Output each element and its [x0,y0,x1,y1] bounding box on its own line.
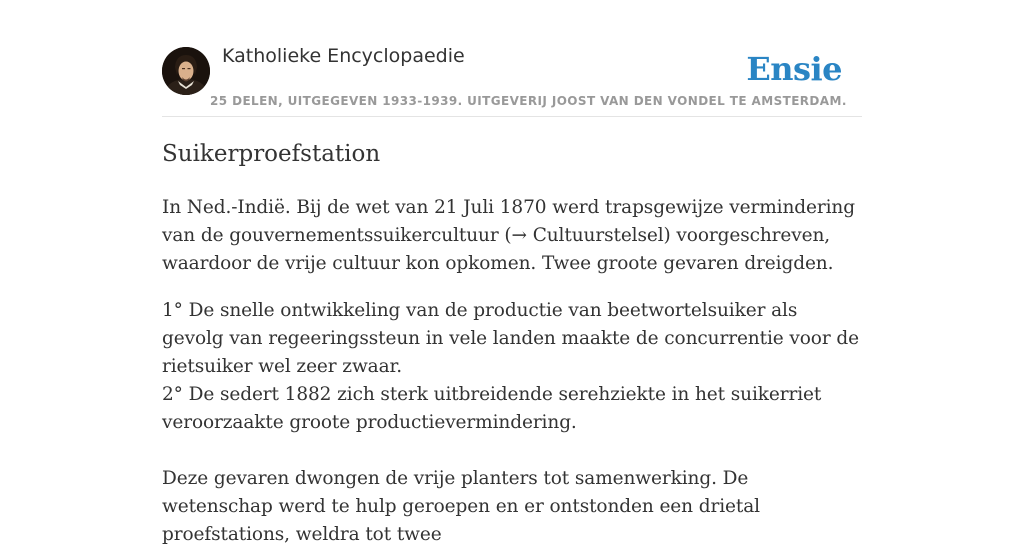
portrait-image [162,47,210,95]
article-paragraph: Deze gevaren dwongen de vrije planters tot samenwerking. De wetenschap werd te hulp geroepen en er ontstonden een drietal proefstations, weldra tot twee [162,468,760,545]
publication-subtitle: 25 DELEN, UITGEGEVEN 1933-1939. UITGEVERIJ JOOST VAN DEN VONDEL TE AMSTERDAM. [210,94,847,108]
ensie-logo-link[interactable]: Ensie [746,50,842,88]
article-paragraph: In Ned.-Indië. Bij de wet van 21 Juli 1870 werd trapsgewijze vermindering van de gouvernementssuikercultuur (→ Cultuurstelsel) voorgeschreven, waardoor de vrije cultuur kon opkomen. Twee groote gevaren dreigden. [162,197,855,274]
publication-title[interactable]: Katholieke Encyclopaedie [222,45,465,67]
point-2: 2° De sedert 1882 zich sterk uitbreidende serehziekte in het suikerriet veroorzaakte groote productievermindering. [162,384,822,433]
article-title: Suikerproefstation [162,141,381,167]
publication-avatar[interactable] [162,47,210,95]
numbered-points [162,297,862,437]
point-1: 1° De snelle ontwikkeling van de productie van beetwortelsuiker als gevolg van regeeringssteun in vele landen maakte de concurrentie voor de rietsuiker wel zeer zwaar. [162,300,859,377]
article-body [162,138,862,549]
page-header [162,0,862,117]
